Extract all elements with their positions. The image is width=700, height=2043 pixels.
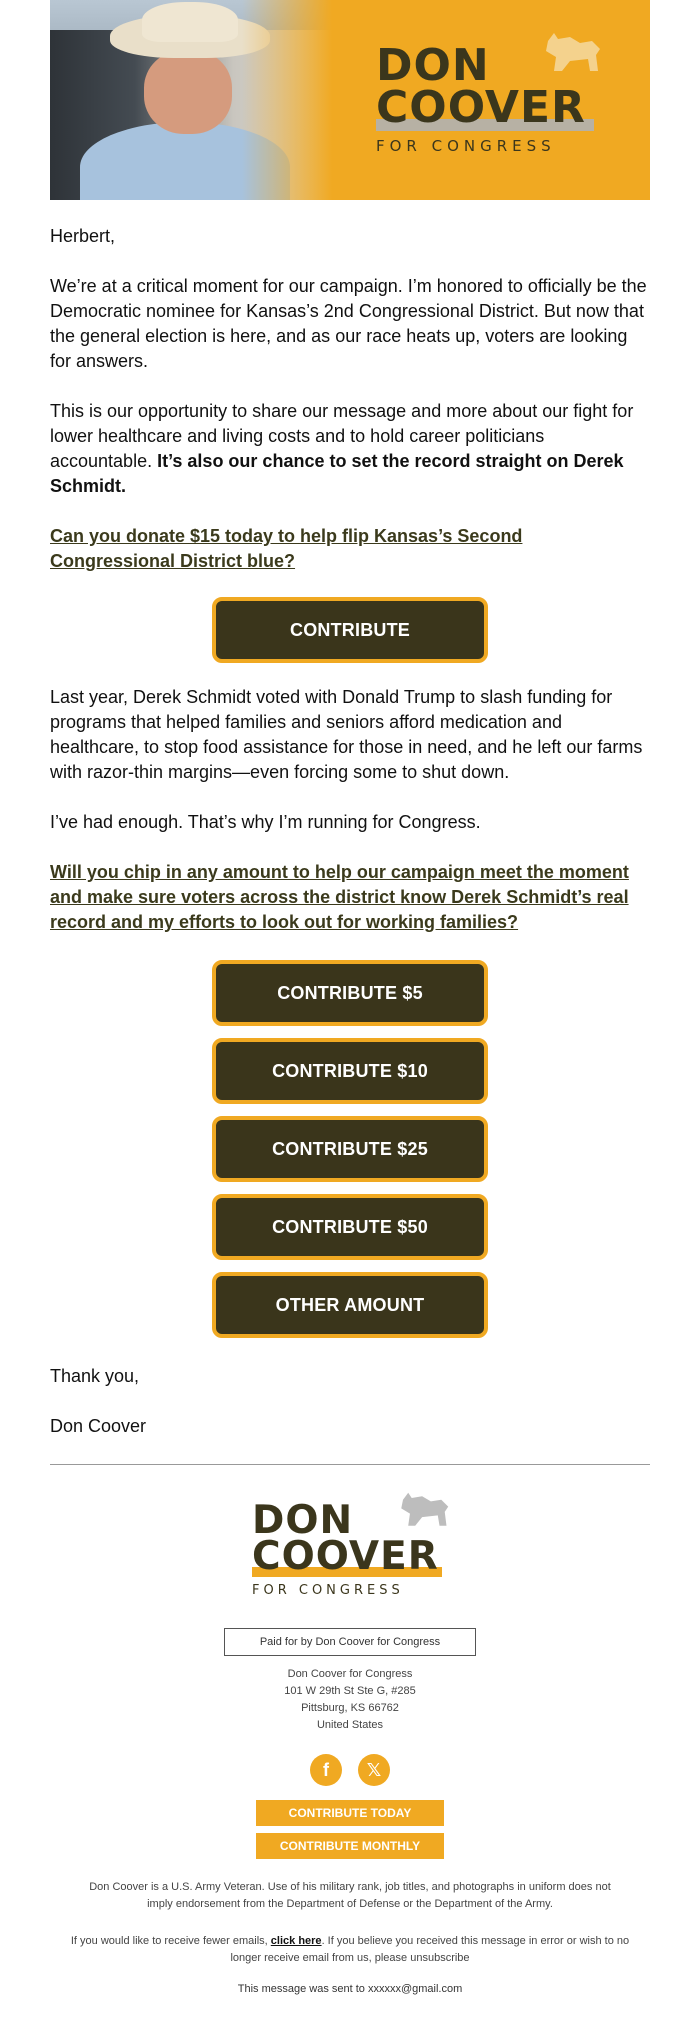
paragraph-2: This is our opportunity to share our message and more about our fight for lower healthcare and living costs and to hold career politicians accountable. It’s also our chance to set the record straight on Derek Schmidt. xyxy=(50,401,634,496)
social-links xyxy=(50,1754,650,1786)
paragraph-4: I’ve had enough. That’s why I’m running for Congress. xyxy=(50,812,481,832)
mailing-address: Don Coover for Congress 101 W 29th St Ste G, #285 Pittsburg, KS 66762 United States xyxy=(284,1668,416,1731)
greeting: Herbert, xyxy=(50,226,116,246)
footer-logo-subtitle: FOR CONGRESS xyxy=(252,1583,404,1598)
footer xyxy=(50,1465,650,1995)
contribute-50-button[interactable]: CONTRIBUTE $50 xyxy=(212,1194,488,1260)
contribute-25-button[interactable]: CONTRIBUTE $25 xyxy=(212,1116,488,1182)
email-body xyxy=(50,200,650,1439)
facebook-icon[interactable]: f xyxy=(310,1754,342,1786)
thanks-text: Thank you, xyxy=(50,1366,140,1386)
chip-in-link[interactable]: Will you chip in any amount to help our campaign meet the moment and make sure voters across the district know Derek Schmidt’s real record and my efforts to look out for working families? xyxy=(50,862,629,932)
contribute-10-button[interactable]: CONTRIBUTE $10 xyxy=(212,1038,488,1104)
paragraph-1: We’re at a critical moment for our campaign. I’m honored to officially be the Democratic nominee for Kansas’s 2nd Congressional District. But now that the general election is here, and as our race heats up, voters are looking for answers. xyxy=(50,276,647,371)
contribute-today-button[interactable]: CONTRIBUTE TODAY xyxy=(256,1800,444,1826)
paid-for-box: Paid for by Don Coover for Congress xyxy=(224,1628,476,1656)
footer-logo-line1: DON xyxy=(252,1498,354,1543)
footer-buttons xyxy=(50,1800,650,1859)
other-amount-button[interactable]: OTHER AMOUNT xyxy=(212,1272,488,1338)
logo-line2: COOVER xyxy=(376,82,586,133)
paragraph-2-bold: It’s also our chance to set the record straight on Derek Schmidt. xyxy=(50,451,624,496)
contribute-monthly-button[interactable]: CONTRIBUTE MONTHLY xyxy=(256,1833,444,1859)
signature: Don Coover xyxy=(50,1416,147,1436)
amount-buttons xyxy=(50,960,650,1338)
contribute-button[interactable]: CONTRIBUTE xyxy=(212,597,488,663)
header-banner xyxy=(50,0,650,200)
candidate-photo xyxy=(50,0,332,200)
x-twitter-icon[interactable]: 𝕏 xyxy=(358,1754,390,1786)
campaign-logo xyxy=(376,40,606,155)
donate-15-link[interactable]: Can you donate $15 today to help flip Kansas’s Second Congressional District blue? xyxy=(50,526,523,571)
click-here-link[interactable]: click here xyxy=(270,1935,322,1947)
veteran-disclaimer: Don Coover is a U.S. Army Veteran. Use of his military rank, job titles, and photographs in uniform does not imply endorsement from the Department of Defense or the Department of the Army. xyxy=(89,1881,611,1910)
logo-line1: DON xyxy=(376,40,490,91)
contribute-5-button[interactable]: CONTRIBUTE $5 xyxy=(212,960,488,1026)
sent-to-text: This message was sent to xxxxxx@gmail.com xyxy=(237,1983,463,1995)
logo-subtitle: FOR CONGRESS xyxy=(376,137,556,155)
unsubscribe-note: If you would like to receive fewer emails, click here. If you believe you received this message in error or wish to no longer receive email from us, please unsubscribe xyxy=(70,1935,630,1964)
paragraph-3: Last year, Derek Schmidt voted with Donald Trump to slash funding for programs that helped families and seniors afford medication and healthcare, to stop food assistance for those in need, and he left our farms with razor-thin margins—even forcing some to shut down. xyxy=(50,687,643,782)
footer-logo-line2: COOVER xyxy=(252,1534,439,1579)
header-logo-area xyxy=(332,0,650,200)
footer-logo xyxy=(252,1498,448,1598)
